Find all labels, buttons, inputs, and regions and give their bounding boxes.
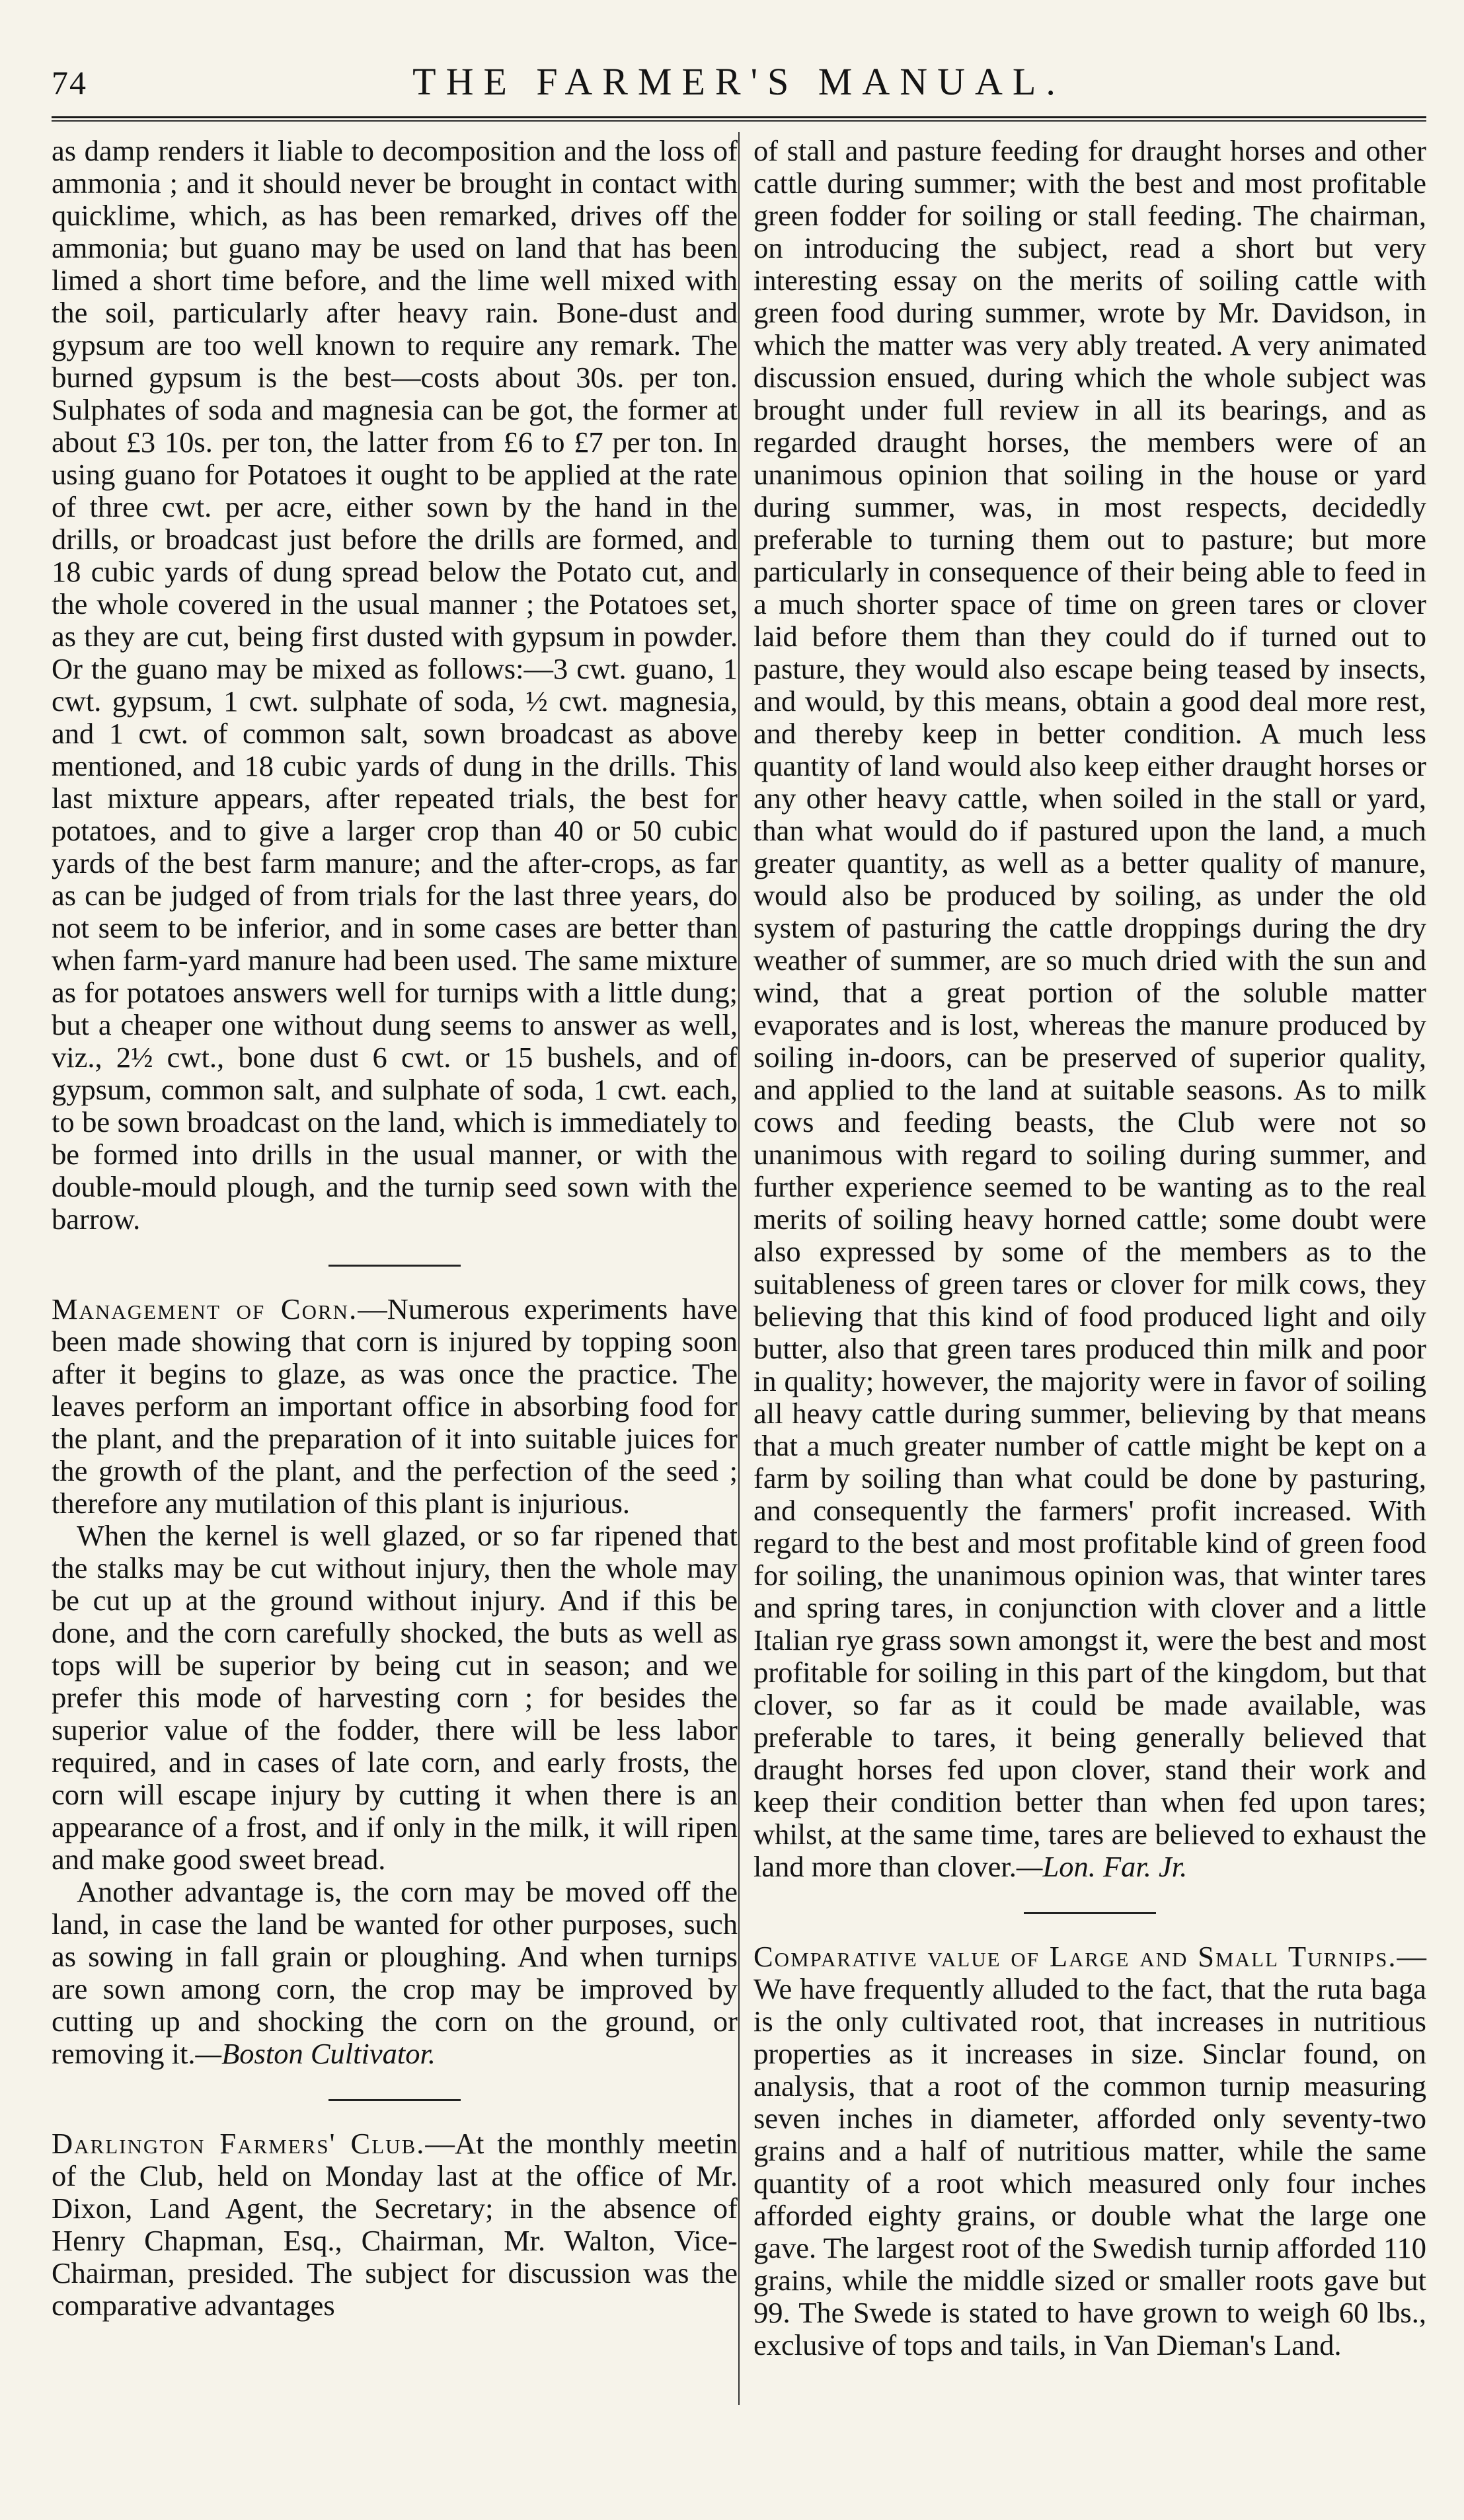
- corn-text-3: Another advantage is, the corn may be moved off the land, in case the land be wanted for other purposes, such as sowing in fall grain or ploughing. And when turnips are sown among corn, the crop may be improved by cutting up and shocking the corn on the ground, or removing it.: [52, 1875, 738, 2070]
- corn-heading: Management of Corn.: [52, 1292, 358, 1325]
- section-separator: [328, 2099, 461, 2101]
- corn-paragraph-2: When the kernel is well glazed, or so far ripened that the stalks may be cut without injury, then the whole may be cut up at the ground without injury. And if this be done, and the corn carefully shocked, the buts as well as tops will be superior by being cut in season; and we prefer this mode of harvesting corn ; for besides the superior value of the fodder, there will be less labor required, and in cases of late corn, and early frosts, the corn will escape injury by cutting it when there is an appearance of a frost, and if only in the milk, it will ripen and make good sweet bread.: [52, 1519, 738, 1876]
- club-continued-text: of stall and pasture feeding for draught horses and other cattle during summer; with the best and most profitable green fodder for soiling or stall feeding. The chairman, on introducing the subject, read a short but very interesting essay on the merits of soiling cattle with green food during summer, wrote by Mr. Davidson, in which the matter was very ably treated. A very animated discussion ensued, during which the whole subject was brought under full review in all its bearings, and as regarded draught horses, the members were of an unanimous opinion that soiling in the house or yard during summer, was, in most respects, decidedly preferable to turning them out to pasture; but more particularly in consequence of their being able to feed in a much shorter space of time on green tares or clover laid before them than they could do if turned out to pasture, they would also escape being teased by insects, and would, by this means, obtain a good deal more rest, and thereby keep in better condition. A much less quantity of land would also keep either draught horses or any other heavy cattle, when soiled in the stall or yard, than what would do if pastured upon the land, a much greater quantity, as well as a better quality of manure, would also be produced by soiling, as under the old system of pasturing the cattle droppings during the dry weather of summer, are so much dried with the sun and wind, that a great portion of the soluble matter evaporates and is lost, whereas the manure produced by soiling in-doors, can be preserved of superior quality, and applied to the land at suitable seasons. As to milk cows and feeding beasts, the Club were not so unanimous with regard to soiling during summer, and further experience seemed to be wanting as to the real merits of soiling heavy horned cattle; some doubt were also expressed by some of the members as to the suitableness of green tares or clover for milk cows, they believing that this kind of food produced light and oily butter, also that green tares produced thin milk and poor in quality; however, the majority were in favor of soiling all heavy cattle during summer, believing by that means that a much greater number of cattle might be kept on a farm by soiling than what could be done by pasturing, and consequently the farmers' profit increased. With regard to the best and most profitable kind of green food for soiling, the unanimous opinion was, that winter tares and spring tares, in conjunction with clover and a little Italian rye grass sown amongst it, were the best and most profitable for soiling in this part of the kingdom, but that clover, so far as it could be made available, was preferable to tares, it being generally believed that draught horses fed upon clover, stand their work and keep their condition better than when fed upon tares; whilst, at the same time, tares are believed to exhaust the land more than clover.: [753, 134, 1426, 1883]
- corn-attribution: —Boston Cultivator.: [195, 2037, 436, 2070]
- turnips-paragraph: [753, 1941, 1426, 2361]
- club-continued-paragraph: [753, 135, 1426, 1883]
- section-separator: [1024, 1912, 1156, 1914]
- club-attribution: —Lon. Far. Jr.: [1016, 1850, 1188, 1883]
- turnips-text: —We have frequently alluded to the fact, that the ruta baga is the only cultivated root, that increases in nutritious properties as it increases in size. Sinclar found, on analysis, that a root of the common turnip measuring seven inches in diameter, afforded only seventy-two grains and a half of nutritious matter, while the same quantity of a root which measured only four inches afforded eighty grains, or double what the large one gave. The largest root of the Swedish turnip afforded 110 grains, while the middle sized or smaller roots gave but 99. The Swede is stated to have grown to weigh 60 lbs., exclusive of tops and tails, in Van Dieman's Land.: [753, 1940, 1426, 2361]
- turnips-heading: Comparative value of Large and Small Turnips.: [753, 1940, 1397, 1973]
- corn-paragraph-3: [52, 1876, 738, 2070]
- corn-paragraph-1: [52, 1293, 738, 1520]
- column-divider: [738, 132, 740, 2405]
- header-rule-thin: [52, 120, 1426, 122]
- left-column: [52, 135, 738, 2322]
- corn-text-1: —Numerous experiments have been made showing that corn is injured by topping soon after it begins to glaze, as was once the practice. The leaves perform an important office in absorbing food for the plant, and the preparation of it into suitable juices for the growth of the plant, and the perfection of the seed ; therefore any mutilation of this plant is injurious.: [52, 1292, 738, 1520]
- right-column: [753, 135, 1426, 2361]
- page-header: [52, 57, 1426, 116]
- running-title: THE FARMER'S MANUAL.: [412, 60, 1065, 103]
- page-number: 74: [52, 64, 87, 101]
- club-heading: Darlington Farmers' Club.: [52, 2127, 426, 2160]
- club-text: —At the monthly meetin of the Club, held on Monday last at the office of Mr. Dixon, Land Agent, the Secretary; in the absence of Henry Chapman, Esq., Chairman, Mr. Walton, Vice-Chairman, presided. The subject for discussion was the comparative advantages: [52, 2127, 738, 2322]
- guano-paragraph: as damp renders it liable to decomposition and the loss of ammonia ; and it should never be brought in contact with quicklime, which, as has been remarked, drives off the ammonia; but guano may be used on land that has been limed a short time before, and the lime well mixed with the soil, particularly after heavy rain. Bone-dust and gypsum are too well known to require any remark. The burned gypsum is the best—costs about 30s. per ton. Sulphates of soda and magnesia can be got, the former at about £3 10s. per ton, the latter from £6 to £7 per ton. In using guano for Potatoes it ought to be applied at the rate of three cwt. per acre, either sown by the hand in the drills, or broadcast just before the drills are formed, and 18 cubic yards of dung spread below the Potato cut, and the whole covered in the usual manner ; the Potatoes set, as they are cut, being first dusted with gypsum in powder. Or the guano may be mixed as follows:—3 cwt. guano, 1 cwt. gypsum, 1 cwt. sulphate of soda, ½ cwt. magnesia, and 1 cwt. of common salt, sown broadcast as above mentioned, and 18 cubic yards of dung in the drills. This last mixture appears, after repeated trials, the best for potatoes, and to give a larger crop than 40 or 50 cubic yards of the best farm manure; and the after-crops, as far as can be judged of from trials for the last three years, do not seem to be inferior, and in some cases are better than when farm-yard manure had been used. The same mixture as for potatoes answers well for turnips with a little dung; but a cheaper one without dung seems to answer as well, viz., 2½ cwt., bone dust 6 cwt. or 15 bushels, and of gypsum, common salt, and sulphate of soda, 1 cwt. each, to be sown broadcast on the land, which is immediately to be formed into drills in the usual manner, or with the double-mould plough, and the turnip seed sown with the barrow.: [52, 134, 738, 1236]
- section-separator: [328, 1265, 461, 1267]
- header-rule: [52, 116, 1426, 118]
- club-paragraph: [52, 2128, 738, 2322]
